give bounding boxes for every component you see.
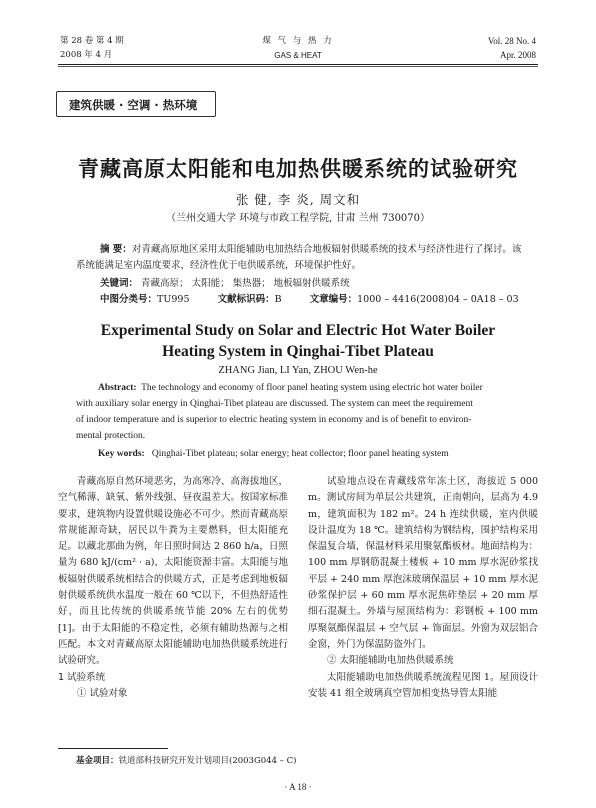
- footnote-text: 铁道部科技研究开发计划项目(2003G044 – C): [118, 756, 297, 766]
- section-1-heading: 1 试验系统: [58, 671, 106, 683]
- keywords-en: [98, 446, 538, 462]
- article-no-value: 1000 – 4416(2008)04 – 0A18 – 03: [357, 294, 519, 305]
- column-tag: 建筑供暖 · 空调 · 热环境: [56, 91, 216, 117]
- page-number: · A 18 ·: [284, 782, 312, 792]
- footnote-rule: [58, 748, 168, 749]
- doc-code-label: 文献标识码：: [217, 294, 275, 305]
- authors-cn: 张 健, 李 炎, 周文和: [235, 192, 361, 207]
- header-journal-cn: 煤 气 与 热 力: [262, 36, 334, 46]
- doc-code-value: B: [274, 294, 282, 305]
- abstract-en-line3: of indoor temperature and is superior to electric heating system in economy and is of benefit to environ-: [76, 415, 472, 425]
- affiliation-cn: （兰州交通大学 环境与市政工程学院, 甘肃 兰州 730070）: [165, 213, 431, 224]
- body-right-para1: 试验地点设在青藏线常年冻土区，海拔近 5 000 m。测试房间为单层公共建筑，正南朝向，层高为 4.9 m，建筑面积为 182 m²。24 h 连续供暖，室内供暖设计温度为 18 ℃。建筑结构为钢结构，围护结构采用保温复合墙，保温材料采用聚氨酯板材。地面结构为：100 mm 厚钢筋混凝土楼板 + 10 mm 厚水泥砂浆找平层 + 240 mm 厚泡沫玻璃保温层 + 10 mm 厚水泥砂浆保护层 + 60 mm 厚水泥焦砟垫层 + 20 mm 厚细石混凝土。外墙与屋顶结构为：彩钢板 + 100 mm 厚聚氨酯保温层 + 空气层 + 饰面层。外窗为双层铝合金窗，外门为保温防盗外门。: [308, 476, 538, 650]
- header-volume-en: Vol. 28 No. 4: [487, 36, 536, 46]
- title-cn: 青藏高原太阳能和电加热供暖系统的试验研究: [78, 157, 518, 181]
- header-journal-en: GAS & HEAT: [274, 51, 322, 60]
- title-en-line1: Experimental Study on Solar and Electric Hot Water Boiler: [100, 322, 496, 339]
- clc-value: TU995: [157, 294, 190, 305]
- abstract-en-line4: mental protection.: [76, 431, 146, 441]
- section-2-heading: ② 太阳能辅助电加热供暖系统: [327, 655, 454, 667]
- keywords-en-label: Key words:: [98, 449, 145, 459]
- abstract-en-line1: The technology and economy of floor panel heating system using electric hot water boiler: [141, 383, 483, 393]
- keywords-cn-label: 关键词：: [100, 278, 139, 289]
- body-right-para2: 太阳能辅助电加热供暖系统流程见图 1。屋顶设计安装 41 组全玻璃真空管加相变热导管太阳能: [308, 671, 538, 699]
- abstract-en-label: Abstract:: [98, 383, 137, 393]
- authors-en: ZHANG Jian, LI Yan, ZHOU Wen-he: [218, 365, 378, 376]
- header-volume-cn: 第 28 卷 第 4 期: [60, 36, 124, 46]
- footnote: [76, 754, 296, 766]
- header-rule: [58, 64, 538, 65]
- abstract-cn-label: 摘 要：: [100, 244, 132, 255]
- article-no-label: 文章编号：: [309, 294, 358, 305]
- body-left-para1: 青藏高原自然环境恶劣，为高寒冷、高海拔地区，空气稀薄、缺氧、紫外线强、昼夜温差大。按国家标准要求，建筑物内设置供暖设施必不可少。然而青藏高原常规能源奇缺，居民以牛粪为主要燃料，但太阳能充足。以藏北那曲为例，年日照时间达 2 860 h/a，日照量为 680 kJ/(cm² · a)，太阳能资源丰富。太阳能与地板辐射供暖系统相结合的供暖方式，正是考虑到地板辐射供暖系统供水温度一般在 60 ℃以下，不但热舒适性好，而且比传统的供暖系统节能 20% 左右的优势[1]。由于太阳能的不稳定性，必须有辅助热源与之相匹配。本文对青藏高原太阳能辅助电加热供暖系统进行试验研究。: [58, 476, 288, 667]
- body-left-column: [58, 474, 288, 702]
- footnote-label: 基金项目：: [76, 756, 119, 766]
- header-date-en: Apr. 2008: [500, 50, 536, 60]
- abstract-cn: [76, 242, 522, 274]
- body-right-column: [308, 474, 538, 702]
- header-rule-thin: [58, 66, 538, 67]
- header-date-cn: 2008 年 4 月: [60, 50, 113, 60]
- keywords-cn-text: 青藏高原； 太阳能； 集热器； 地板辐射供暖系统: [141, 278, 350, 289]
- title-en-line2: Heating System in Qinghai-Tibet Plateau: [162, 343, 434, 360]
- abstract-en-line2: with auxiliary solar energy in Qinghai-Tibet plateau are discussed. The system can meet the requirement: [76, 399, 473, 409]
- abstract-en: [76, 380, 526, 444]
- section-1-1-heading: ① 试验对象: [77, 687, 128, 699]
- classification-line: [100, 292, 540, 308]
- keywords-cn: [100, 276, 530, 292]
- abstract-cn-text: 对青藏高原地区采用太阳能辅助电加热结合地板辐射供暖系统的技术与经济性进行了探讨。该系统能满足室内温度要求，经济性优于电供暖系统，环境保护性好。: [76, 244, 522, 271]
- keywords-en-text: Qinghai-Tibet plateau; solar energy; heat collector; floor panel heating system: [151, 449, 449, 459]
- clc-label: 中图分类号：: [100, 294, 158, 305]
